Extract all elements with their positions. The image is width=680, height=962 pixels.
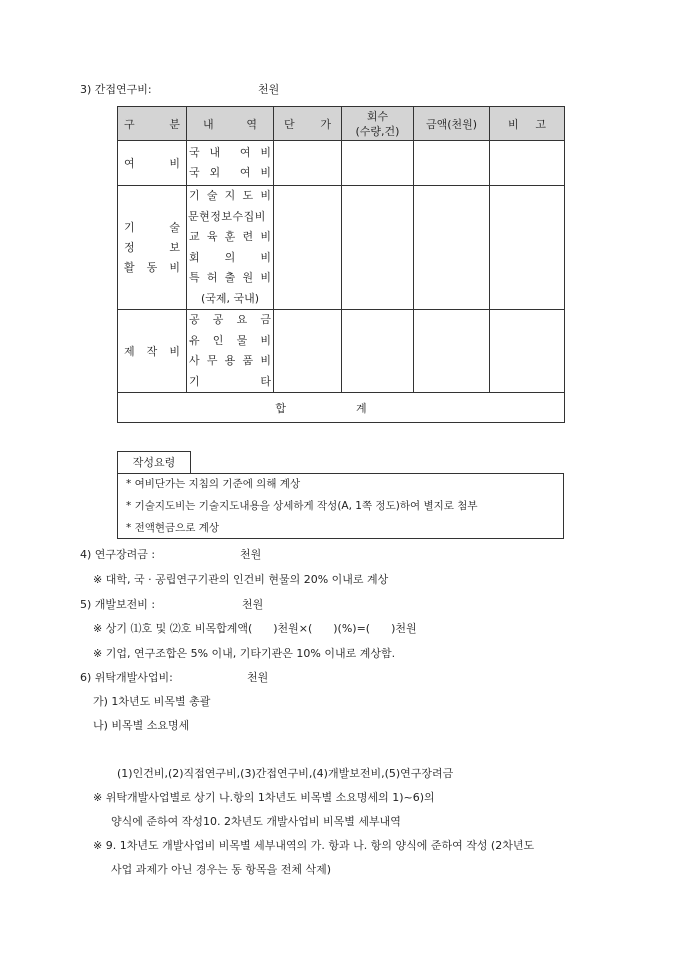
section6-heading: 6) 위탁개발사업비: xyxy=(80,671,173,684)
cell-count[interactable] xyxy=(342,141,414,186)
header-count: 회수 (수량,건) xyxy=(342,107,414,141)
section3-heading: 3) 간접연구비: xyxy=(80,83,152,96)
cell-unit-price[interactable] xyxy=(274,310,342,393)
section5-heading: 5) 개발보전비 : xyxy=(80,598,156,611)
cell-remarks[interactable] xyxy=(490,141,565,186)
table-total-row xyxy=(118,393,565,423)
cell-remarks[interactable] xyxy=(490,310,565,393)
items-production: 공 공 요 금 유 인 물 비 사 무 용 품 비 기 타 xyxy=(187,310,274,393)
section6-categories: (1)인건비,(2)직접연구비,(3)간접연구비,(4)개발보전비,(5)연구장려금 xyxy=(117,767,454,780)
section6-item: 나) 비목별 소요명세 xyxy=(93,719,190,732)
items-tech-info: 기 술 지 도 비 문현정보수집비 교 육 훈 련 비 회 의 비 특 허 출 원 비 (국제, 국내) xyxy=(187,186,274,310)
table-header-row xyxy=(118,107,565,141)
items-travel: 국 내 여 비 국 외 여 비 xyxy=(187,141,274,186)
guide-line: * 전액현금으로 계상 xyxy=(126,522,220,534)
table-row xyxy=(118,141,565,186)
cell-count[interactable] xyxy=(342,310,414,393)
section6-item: 가) 1차년도 비목별 총괄 xyxy=(93,695,211,708)
header-remarks: 비 고 xyxy=(490,107,565,141)
cell-amount[interactable] xyxy=(414,186,490,310)
section5-unit: 천원 xyxy=(242,598,264,611)
guide-line: * 여비단가는 지침의 기준에 의해 계상 xyxy=(126,478,301,490)
indirect-cost-table xyxy=(117,106,565,423)
section6-unit: 천원 xyxy=(247,671,269,684)
section3-heading-row xyxy=(80,81,152,97)
section5-note: ※ 기업, 연구조합은 5% 이내, 기타기관은 10% 이내로 계상함. xyxy=(93,647,396,660)
header-category: 구 분 xyxy=(118,107,187,141)
section4-note: ※ 대학, 국 · 공립연구기관의 인건비 현물의 20% 이내로 계상 xyxy=(93,573,389,586)
cell-amount[interactable] xyxy=(414,141,490,186)
cell-unit-price[interactable] xyxy=(274,186,342,310)
section6-note-continued: 양식에 준하여 작성10. 2차년도 개발사업비 비목별 세부내역 xyxy=(111,815,401,828)
cell-amount[interactable] xyxy=(414,310,490,393)
section4-unit: 천원 xyxy=(240,548,262,561)
section6-note: ※ 9. 1차년도 개발사업비 비목별 세부내역의 가. 항과 나. 항의 양식에 준하여 작성 (2차년도 xyxy=(93,839,535,852)
header-amount: 금액(천원) xyxy=(414,107,490,141)
section3-unit: 천원 xyxy=(258,83,280,96)
cell-count[interactable] xyxy=(342,186,414,310)
header-details: 내 역 xyxy=(187,107,274,141)
section4-heading: 4) 연구장려금 : xyxy=(80,548,156,561)
total-cell: 합 계 xyxy=(118,393,565,423)
guide-title: 작성요령 xyxy=(117,451,191,474)
table-row xyxy=(118,310,565,393)
category-tech-info: 기 술 정 보 활 동 비 xyxy=(118,186,187,310)
header-unit-price: 단 가 xyxy=(274,107,342,141)
guide-box xyxy=(117,473,564,539)
section6-note-continued: 사업 과제가 아닌 경우는 동 항목을 전체 삭제) xyxy=(111,863,332,876)
guide-line: * 기술지도비는 기술지도내용을 상세하게 작성(A, 1쪽 정도)하여 별지로 첨부 xyxy=(126,500,478,512)
category-production: 제 작 비 xyxy=(118,310,187,393)
section6-note: ※ 위탁개발사업별로 상기 나.항의 1차년도 비목별 소요명세의 1)~6)의 xyxy=(93,791,435,804)
section5-note: ※ 상기 ⑴호 및 ⑵호 비목합계액( )천원×( )(%)=( )천원 xyxy=(93,622,417,635)
cell-remarks[interactable] xyxy=(490,186,565,310)
cell-unit-price[interactable] xyxy=(274,141,342,186)
category-travel: 여 비 xyxy=(118,141,187,186)
table-row xyxy=(118,186,565,310)
